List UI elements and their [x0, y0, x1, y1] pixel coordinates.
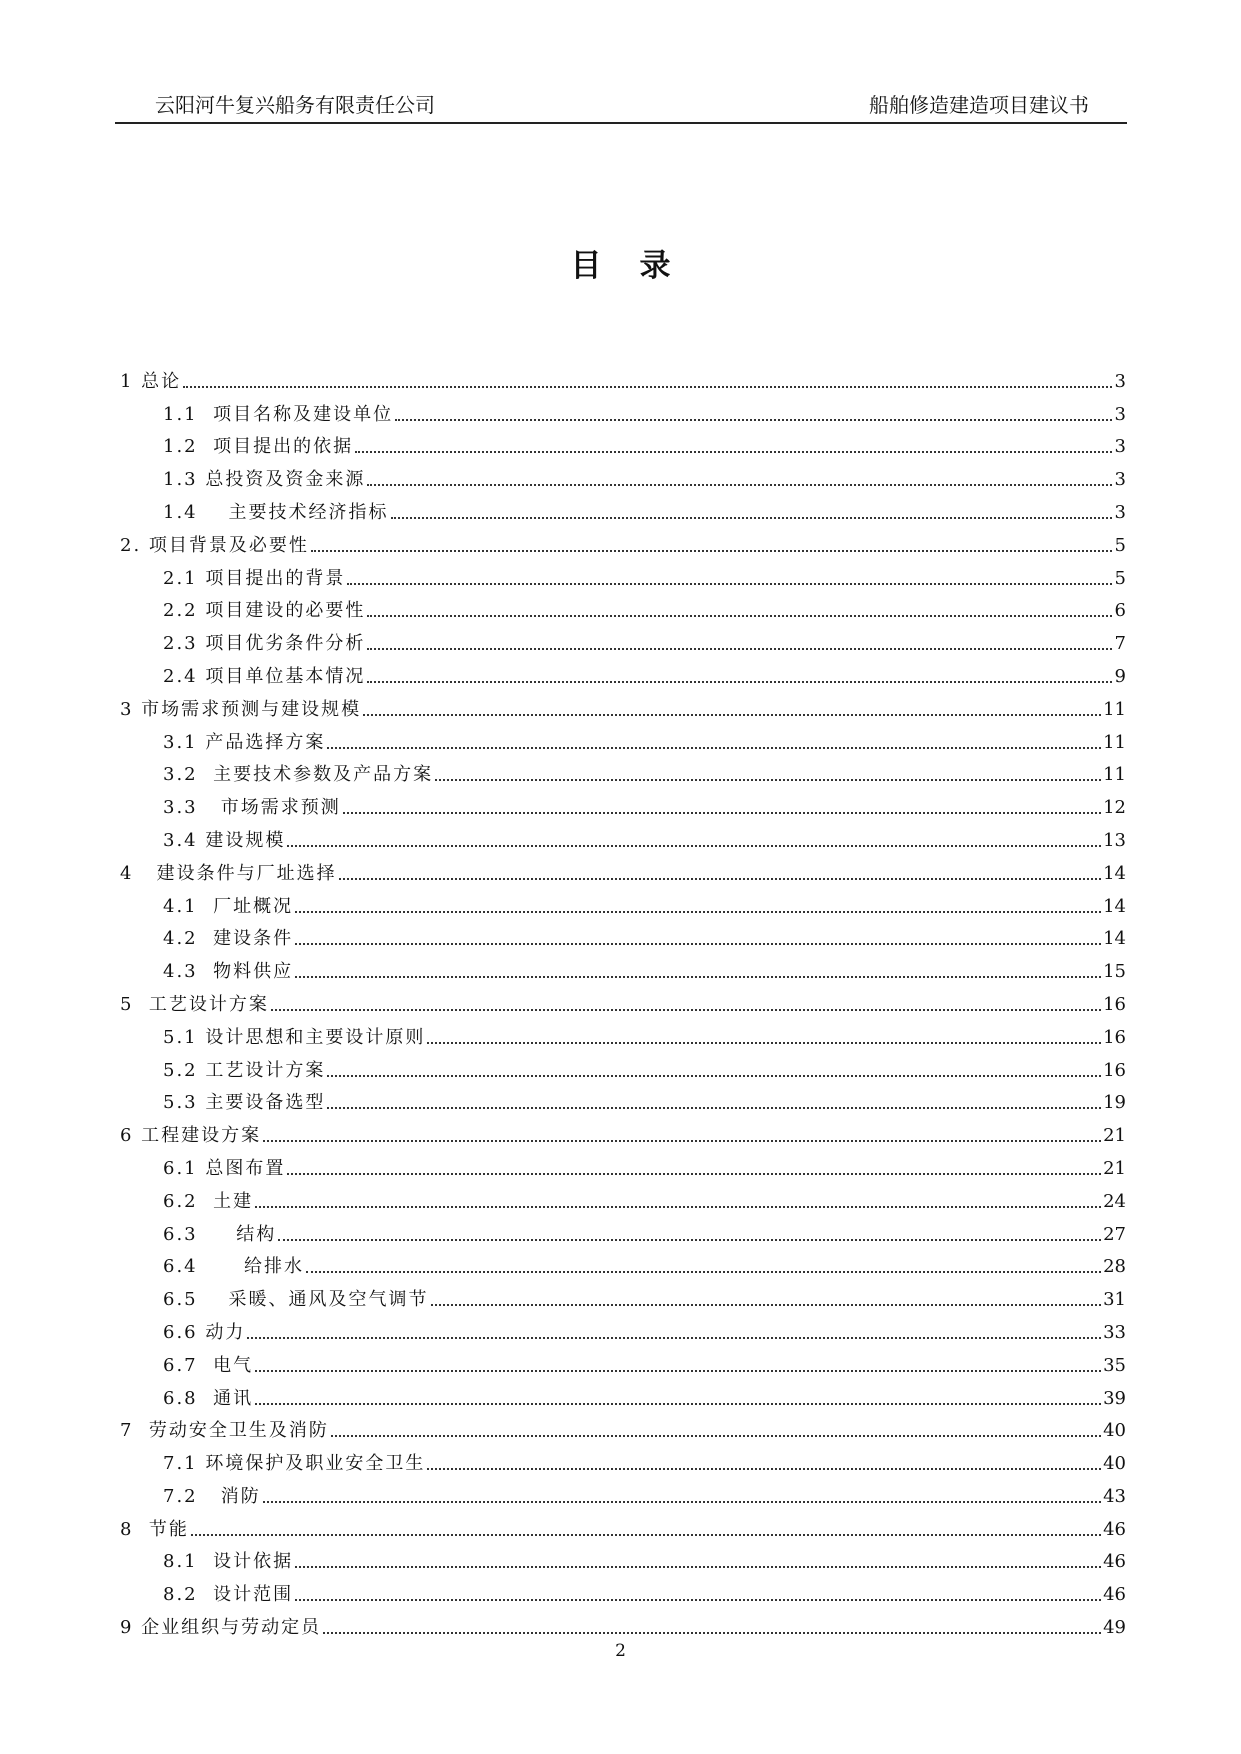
toc-entry[interactable] [120, 560, 1126, 593]
toc-entry-label: 4.1 厂址概况 [163, 895, 294, 917]
header-document-title: 船舶修造建造项目建议书 [869, 93, 1089, 117]
toc-dot-leader [367, 648, 1112, 650]
toc-entry-label: 5.1 设计思想和主要设计原则 [163, 1026, 426, 1048]
toc-entry-page: 16 [1103, 1059, 1126, 1081]
toc-dot-leader [295, 1566, 1101, 1568]
toc-entry-label: 4.2 建设条件 [163, 928, 294, 950]
toc-entry-label: 2.3 项目优劣条件分析 [163, 633, 366, 655]
toc-entry-page: 12 [1103, 797, 1126, 819]
toc-entry-label: 6.5 采暖、通风及空气调节 [163, 1289, 429, 1311]
toc-dot-leader [306, 1271, 1101, 1273]
toc-entry-page: 28 [1103, 1256, 1126, 1278]
toc-entry-page: 5 [1114, 567, 1126, 589]
toc-entry-page: 24 [1103, 1190, 1126, 1212]
toc-entry[interactable] [120, 494, 1126, 527]
toc-entry-page: 49 [1103, 1617, 1126, 1639]
toc-entry-page: 6 [1114, 600, 1126, 622]
toc-entry-page: 13 [1103, 829, 1126, 851]
toc-entry[interactable] [120, 986, 1126, 1019]
toc-entry[interactable] [120, 757, 1126, 790]
toc-entry[interactable] [120, 1478, 1126, 1511]
toc-entry-label: 5 工艺设计方案 [120, 993, 269, 1015]
toc-entry-label: 8.1 设计依据 [163, 1551, 294, 1573]
toc-dot-leader [295, 1599, 1101, 1601]
toc-entry-label: 6 工程建设方案 [120, 1125, 262, 1147]
toc-dot-leader [391, 517, 1112, 519]
toc-entry-page: 3 [1114, 370, 1126, 392]
toc-entry-page: 14 [1103, 862, 1126, 884]
toc-entry-label: 1.3 总投资及资金来源 [163, 469, 366, 491]
toc-entry[interactable] [120, 461, 1126, 494]
toc-entry-page: 3 [1114, 501, 1126, 523]
toc-entry-label: 3 市场需求预测与建设规模 [120, 698, 362, 720]
table-of-contents [120, 363, 1126, 1642]
toc-entry-page: 27 [1103, 1223, 1126, 1245]
toc-entry[interactable] [120, 1445, 1126, 1478]
toc-entry[interactable] [120, 593, 1126, 626]
toc-dot-leader [255, 1206, 1101, 1208]
toc-entry-label: 2. 项目背景及必要性 [120, 534, 309, 556]
toc-dot-leader [395, 419, 1112, 421]
toc-entry-page: 14 [1103, 928, 1126, 950]
toc-entry-label: 3.3 市场需求预测 [163, 797, 341, 819]
toc-dot-leader [278, 1239, 1101, 1241]
toc-entry-page: 40 [1103, 1453, 1126, 1475]
toc-entry[interactable] [120, 1413, 1126, 1446]
toc-entry-label: 8.2 设计范围 [163, 1584, 294, 1606]
toc-entry[interactable] [120, 822, 1126, 855]
toc-entry-page: 3 [1114, 436, 1126, 458]
toc-title: 目录 [570, 248, 709, 284]
toc-entry-label: 2.2 项目建设的必要性 [163, 600, 366, 622]
toc-entry-label: 7.1 环境保护及职业安全卫生 [163, 1453, 426, 1475]
toc-entry-page: 14 [1103, 895, 1126, 917]
toc-dot-leader [295, 911, 1101, 913]
toc-entry-page: 35 [1103, 1354, 1126, 1376]
toc-dot-leader [255, 1403, 1101, 1405]
toc-entry-label: 6.1 总图布置 [163, 1157, 286, 1179]
toc-entry-label: 1.1 项目名称及建设单位 [163, 403, 394, 425]
toc-entry[interactable] [120, 1544, 1126, 1577]
toc-dot-leader [327, 1107, 1101, 1109]
toc-dot-leader [347, 583, 1112, 585]
toc-dot-leader [431, 1304, 1102, 1306]
toc-dot-leader [367, 615, 1112, 617]
toc-entry-label: 2.4 项目单位基本情况 [163, 665, 366, 687]
toc-dot-leader [435, 779, 1101, 781]
toc-entry[interactable] [120, 1216, 1126, 1249]
toc-entry[interactable] [120, 1052, 1126, 1085]
toc-entry[interactable] [120, 1019, 1126, 1052]
toc-entry-page: 7 [1114, 633, 1126, 655]
toc-entry[interactable] [120, 1150, 1126, 1183]
toc-entry-label: 1.2 项目提出的依据 [163, 436, 354, 458]
toc-entry-page: 31 [1103, 1289, 1126, 1311]
toc-entry-label: 2.1 项目提出的背景 [163, 567, 346, 589]
toc-dot-leader [367, 681, 1112, 683]
toc-dot-leader [427, 1468, 1101, 1470]
toc-dot-leader [247, 1337, 1101, 1339]
toc-entry-label: 6.8 通讯 [163, 1387, 254, 1409]
page-number: 2 [615, 1641, 626, 1661]
toc-entry-page: 19 [1103, 1092, 1126, 1114]
toc-entry-page: 11 [1103, 731, 1126, 753]
header-company-name: 云阳河牛复兴船务有限责任公司 [155, 93, 435, 117]
toc-dot-leader [271, 1009, 1101, 1011]
toc-entry-label: 7.2 消防 [163, 1485, 261, 1507]
toc-entry-page: 43 [1103, 1485, 1126, 1507]
toc-dot-leader [331, 1435, 1101, 1437]
toc-dot-leader [363, 714, 1101, 716]
toc-entry-page: 39 [1103, 1387, 1126, 1409]
toc-dot-leader [311, 550, 1112, 552]
toc-entry-label: 3.1 产品选择方案 [163, 731, 326, 753]
toc-entry-label: 1 总论 [120, 370, 182, 392]
toc-entry[interactable] [120, 396, 1126, 429]
toc-entry-label: 9 企业组织与劳动定员 [120, 1617, 322, 1639]
toc-dot-leader [327, 747, 1101, 749]
toc-entry-label: 4 建设条件与厂址选择 [120, 862, 337, 884]
toc-dot-leader [295, 943, 1101, 945]
toc-entry[interactable] [120, 1347, 1126, 1380]
toc-entry-page: 40 [1103, 1420, 1126, 1442]
toc-entry-page: 16 [1103, 993, 1126, 1015]
toc-entry[interactable] [120, 363, 1126, 396]
page-header [115, 86, 1127, 124]
toc-entry[interactable] [120, 724, 1126, 757]
toc-entry[interactable] [120, 1314, 1126, 1347]
toc-dot-leader [287, 1173, 1101, 1175]
toc-entry-label: 6.2 土建 [163, 1190, 254, 1212]
toc-entry[interactable] [120, 953, 1126, 986]
toc-entry-page: 33 [1103, 1321, 1126, 1343]
toc-entry[interactable] [120, 691, 1126, 724]
toc-entry-label: 6.3 结构 [163, 1223, 277, 1245]
toc-entry-label: 6.4 给排水 [163, 1256, 304, 1278]
toc-entry[interactable] [120, 1511, 1126, 1544]
toc-dot-leader [287, 845, 1101, 847]
toc-entry-page: 21 [1103, 1157, 1126, 1179]
toc-dot-leader [295, 976, 1101, 978]
toc-entry[interactable] [120, 1576, 1126, 1609]
toc-entry-label: 4.3 物料供应 [163, 961, 294, 983]
toc-entry-page: 15 [1103, 961, 1126, 983]
toc-entry-label: 5.2 工艺设计方案 [163, 1059, 326, 1081]
toc-entry-label: 3.2 主要技术参数及产品方案 [163, 764, 434, 786]
toc-entry-page: 9 [1114, 665, 1126, 687]
toc-entry-label: 5.3 主要设备选型 [163, 1092, 326, 1114]
toc-entry[interactable] [120, 625, 1126, 658]
toc-dot-leader [327, 1075, 1101, 1077]
toc-entry-page: 11 [1103, 764, 1126, 786]
toc-entry-label: 3.4 建设规模 [163, 829, 286, 851]
toc-entry[interactable] [120, 527, 1126, 560]
toc-dot-leader [191, 1534, 1101, 1536]
toc-entry-label: 6.7 电气 [163, 1354, 254, 1376]
toc-entry[interactable] [120, 1281, 1126, 1314]
toc-entry-page: 46 [1103, 1551, 1126, 1573]
toc-entry-page: 11 [1103, 698, 1126, 720]
toc-entry-page: 16 [1103, 1026, 1126, 1048]
toc-entry-label: 8 节能 [120, 1518, 189, 1540]
toc-entry[interactable] [120, 658, 1126, 691]
toc-dot-leader [343, 812, 1101, 814]
toc-entry[interactable] [120, 1085, 1126, 1118]
toc-dot-leader [355, 451, 1112, 453]
toc-entry[interactable] [120, 1380, 1126, 1413]
toc-entry[interactable] [120, 1609, 1126, 1642]
toc-entry-label: 7 劳动安全卫生及消防 [120, 1420, 329, 1442]
toc-dot-leader [323, 1632, 1101, 1634]
toc-entry[interactable] [120, 1117, 1126, 1150]
toc-entry-page: 3 [1114, 469, 1126, 491]
toc-entry[interactable] [120, 888, 1126, 921]
toc-dot-leader [427, 1042, 1101, 1044]
toc-entry-page: 21 [1103, 1125, 1126, 1147]
toc-entry[interactable] [120, 429, 1126, 462]
toc-dot-leader [367, 484, 1112, 486]
toc-dot-leader [263, 1501, 1101, 1503]
toc-entry[interactable] [120, 789, 1126, 822]
toc-dot-leader [183, 386, 1112, 388]
toc-entry-page: 46 [1103, 1584, 1126, 1606]
toc-entry[interactable] [120, 1183, 1126, 1216]
toc-entry-label: 1.4 主要技术经济指标 [163, 501, 389, 523]
toc-entry-page: 46 [1103, 1518, 1126, 1540]
toc-dot-leader [263, 1140, 1101, 1142]
toc-entry[interactable] [120, 921, 1126, 954]
toc-dot-leader [339, 878, 1101, 880]
toc-entry-page: 3 [1114, 403, 1126, 425]
toc-entry-page: 5 [1114, 534, 1126, 556]
toc-entry-label: 6.6 动力 [163, 1321, 246, 1343]
toc-entry[interactable] [120, 1249, 1126, 1282]
toc-dot-leader [255, 1370, 1101, 1372]
toc-entry[interactable] [120, 855, 1126, 888]
